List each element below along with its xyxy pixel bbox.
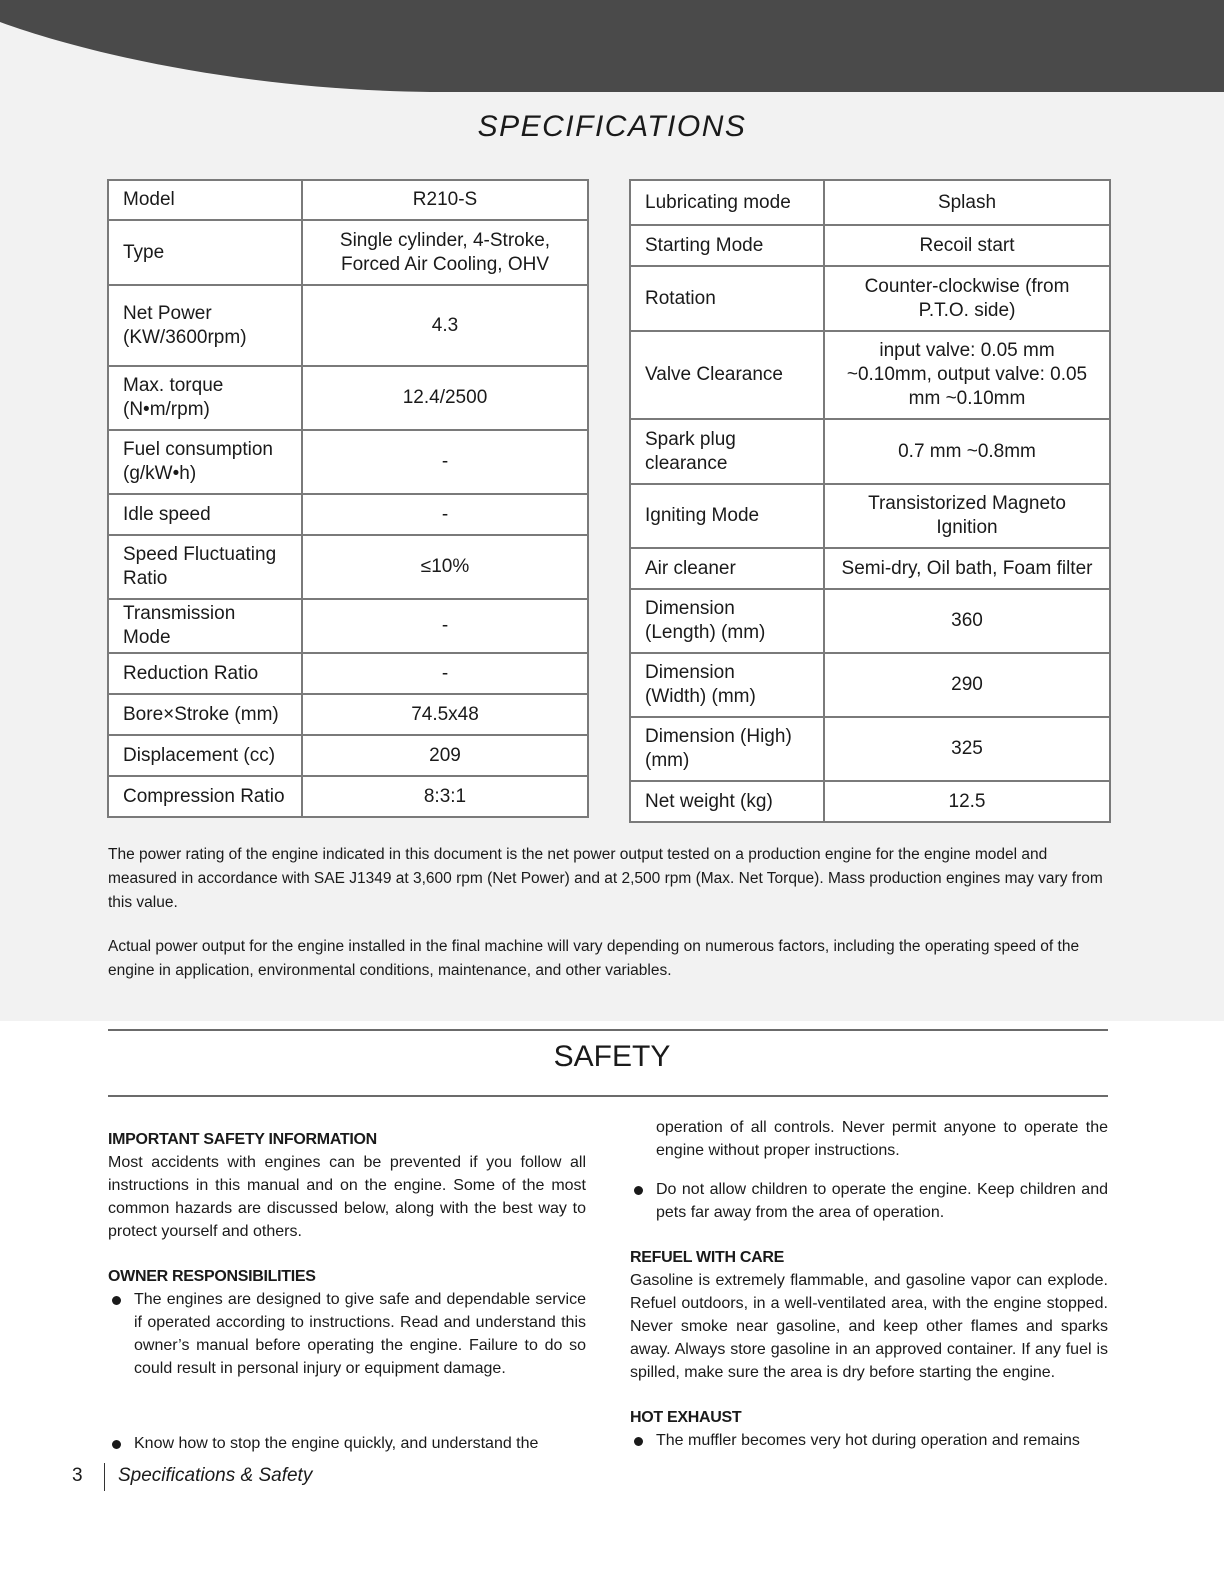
- owner-bullet-continued-text: operation of all controls. Never permit anyone to operate the engine without proper instructions.: [656, 1119, 1108, 1159]
- safety-title: SAFETY: [553, 1040, 671, 1073]
- spec-value: input valve: 0.05 mm ~0.10mm, output valve: 0.05 mm ~0.10mm: [824, 331, 1110, 419]
- spec-row: [108, 220, 588, 285]
- spec-value: -: [302, 599, 588, 653]
- safety-top-rule: [108, 1029, 1108, 1031]
- spec-label: Speed Fluctuating Ratio: [108, 535, 302, 599]
- spec-row: [630, 225, 1110, 266]
- spec-value: -: [302, 494, 588, 535]
- spec-value: 4.3: [302, 285, 588, 366]
- spec-row: [108, 535, 588, 599]
- spec-row: [108, 735, 588, 776]
- safety-column-left: [108, 1128, 586, 1455]
- spec-row: [108, 694, 588, 735]
- safety-column-right: [630, 1116, 1108, 1452]
- spec-row: [630, 548, 1110, 589]
- page-number: 3: [72, 1465, 83, 1486]
- children-bullet-item: [630, 1178, 1108, 1224]
- spec-label: Bore×Stroke (mm): [108, 694, 302, 735]
- spec-label: Compression Ratio: [108, 776, 302, 817]
- spec-label: Net weight (kg): [630, 781, 824, 822]
- spec-label: Dimension (Width) (mm): [630, 653, 824, 717]
- spec-label: Max. torque (N•m/rpm): [108, 366, 302, 430]
- spec-label: Reduction Ratio: [108, 653, 302, 694]
- actual-power-note: Actual power output for the engine installed in the final machine will vary depending on numerous factors, including the operating speed of the engine in application, environmental conditions, maintenance, and other variables.: [108, 938, 1080, 979]
- bullet-dot-icon: [634, 1186, 643, 1195]
- spec-label: Dimension (High) (mm): [630, 717, 824, 781]
- spec-row: [630, 180, 1110, 225]
- spec-row: [108, 599, 588, 653]
- spec-value: Single cylinder, 4-Stroke, Forced Air Cooling, OHV: [302, 220, 588, 285]
- refuel-heading: REFUEL WITH CARE: [630, 1249, 785, 1266]
- refuel-text: Gasoline is extremely flammable, and gasoline vapor can explode. Refuel outdoors, in a well-ventilated area, with the engine stopped. Never smoke near gasoline, and keep other flames and sparks away. Always store gasoline in an approved container. If any fuel is spilled, make sure the area is dry before starting the engine.: [630, 1272, 1108, 1381]
- spec-value: 360: [824, 589, 1110, 653]
- important-safety-heading: IMPORTANT SAFETY INFORMATION: [108, 1131, 377, 1148]
- power-rating-notes: [108, 843, 1108, 1003]
- header-swoosh-band: [0, 0, 1224, 100]
- owner-bullet-item: [108, 1432, 586, 1455]
- spec-label: Starting Mode: [630, 225, 824, 266]
- spec-row: [108, 180, 588, 220]
- children-bullet-text: Do not allow children to operate the engine. Keep children and pets far away from the area of operation.: [656, 1181, 1108, 1221]
- safety-bottom-rule: [108, 1095, 1108, 1097]
- spec-value: 0.7 mm ~0.8mm: [824, 419, 1110, 484]
- power-rating-note: The power rating of the engine indicated in this document is the net power output tested on a production engine for the engine model and measured in accordance with SAE J1349 at 3,600 rpm (Net Power) and at 2,500 rpm (Max. Net Torque). Mass production engines may vary from this value.: [108, 846, 1103, 911]
- spec-value: Recoil start: [824, 225, 1110, 266]
- footer-section-title: Specifications & Safety: [118, 1465, 313, 1486]
- spec-row: [630, 419, 1110, 484]
- owner-bullet-text: The engines are designed to give safe and dependable service if operated according to instructions. Read and understand this owner’s manual before operating the engine. Failure to do so could result in personal injury or equipment damage.: [134, 1291, 586, 1377]
- spec-label: Igniting Mode: [630, 484, 824, 548]
- hot-exhaust-heading: HOT EXHAUST: [630, 1409, 742, 1426]
- owner-bullet-text: Know how to stop the engine quickly, and understand the: [134, 1435, 539, 1452]
- spec-label: Rotation: [630, 266, 824, 331]
- spec-label: Dimension (Length) (mm): [630, 589, 824, 653]
- spec-value: 290: [824, 653, 1110, 717]
- spec-row: [630, 331, 1110, 419]
- spec-value: R210-S: [302, 180, 588, 220]
- spec-label: Valve Clearance: [630, 331, 824, 419]
- spec-table-left: [107, 179, 589, 818]
- owner-bullet-item: [108, 1288, 586, 1380]
- spec-row: [108, 430, 588, 494]
- owner-responsibilities-heading: OWNER RESPONSIBILITIES: [108, 1268, 316, 1285]
- spec-value: -: [302, 653, 588, 694]
- spec-value: 325: [824, 717, 1110, 781]
- exhaust-bullet-text: The muffler becomes very hot during operation and remains: [656, 1432, 1080, 1449]
- spec-row: [108, 494, 588, 535]
- spec-row: [108, 653, 588, 694]
- spec-value: Transistorized Magneto Ignition: [824, 484, 1110, 548]
- bullet-dot-icon: [112, 1440, 121, 1449]
- spec-row: [630, 266, 1110, 331]
- spec-row: [630, 484, 1110, 548]
- spec-value: 12.4/2500: [302, 366, 588, 430]
- spec-row: [108, 776, 588, 817]
- spec-row: [630, 781, 1110, 822]
- spec-label: Spark plug clearance: [630, 419, 824, 484]
- specifications-title: SPECIFICATIONS: [477, 110, 747, 143]
- spec-label: Displacement (cc): [108, 735, 302, 776]
- spec-label: Idle speed: [108, 494, 302, 535]
- bullet-dot-icon: [112, 1296, 121, 1305]
- important-safety-text: Most accidents with engines can be prevented if you follow all instructions in this manual and on the engine. Some of the most common hazards are discussed below, along with the best way to protect yourself and others.: [108, 1154, 586, 1240]
- exhaust-bullet-item: [630, 1429, 1108, 1452]
- spec-value: ≤10%: [302, 535, 588, 599]
- spec-value: 8:3:1: [302, 776, 588, 817]
- spec-value: Splash: [824, 180, 1110, 225]
- spec-label: Lubricating mode: [630, 180, 824, 225]
- spec-value: 209: [302, 735, 588, 776]
- spec-label: Net Power (KW/3600rpm): [108, 285, 302, 366]
- spec-value: -: [302, 430, 588, 494]
- spec-row: [630, 717, 1110, 781]
- spec-value: 74.5x48: [302, 694, 588, 735]
- spec-row: [108, 366, 588, 430]
- spec-row: [630, 653, 1110, 717]
- owner-bullet-continued: [630, 1116, 1108, 1162]
- spec-label: Type: [108, 220, 302, 285]
- spec-label: Fuel consumption (g/kW•h): [108, 430, 302, 494]
- spec-label: Air cleaner: [630, 548, 824, 589]
- spec-value: 12.5: [824, 781, 1110, 822]
- spec-value: Semi-dry, Oil bath, Foam filter: [824, 548, 1110, 589]
- spec-label: Transmission Mode: [108, 599, 302, 653]
- spec-table-right: [629, 179, 1111, 823]
- bullet-dot-icon: [634, 1437, 643, 1446]
- spec-row: [630, 589, 1110, 653]
- footer-separator: [104, 1463, 105, 1491]
- spec-label: Model: [108, 180, 302, 220]
- spec-row: [108, 285, 588, 366]
- spec-value: Counter-clockwise (from P.T.O. side): [824, 266, 1110, 331]
